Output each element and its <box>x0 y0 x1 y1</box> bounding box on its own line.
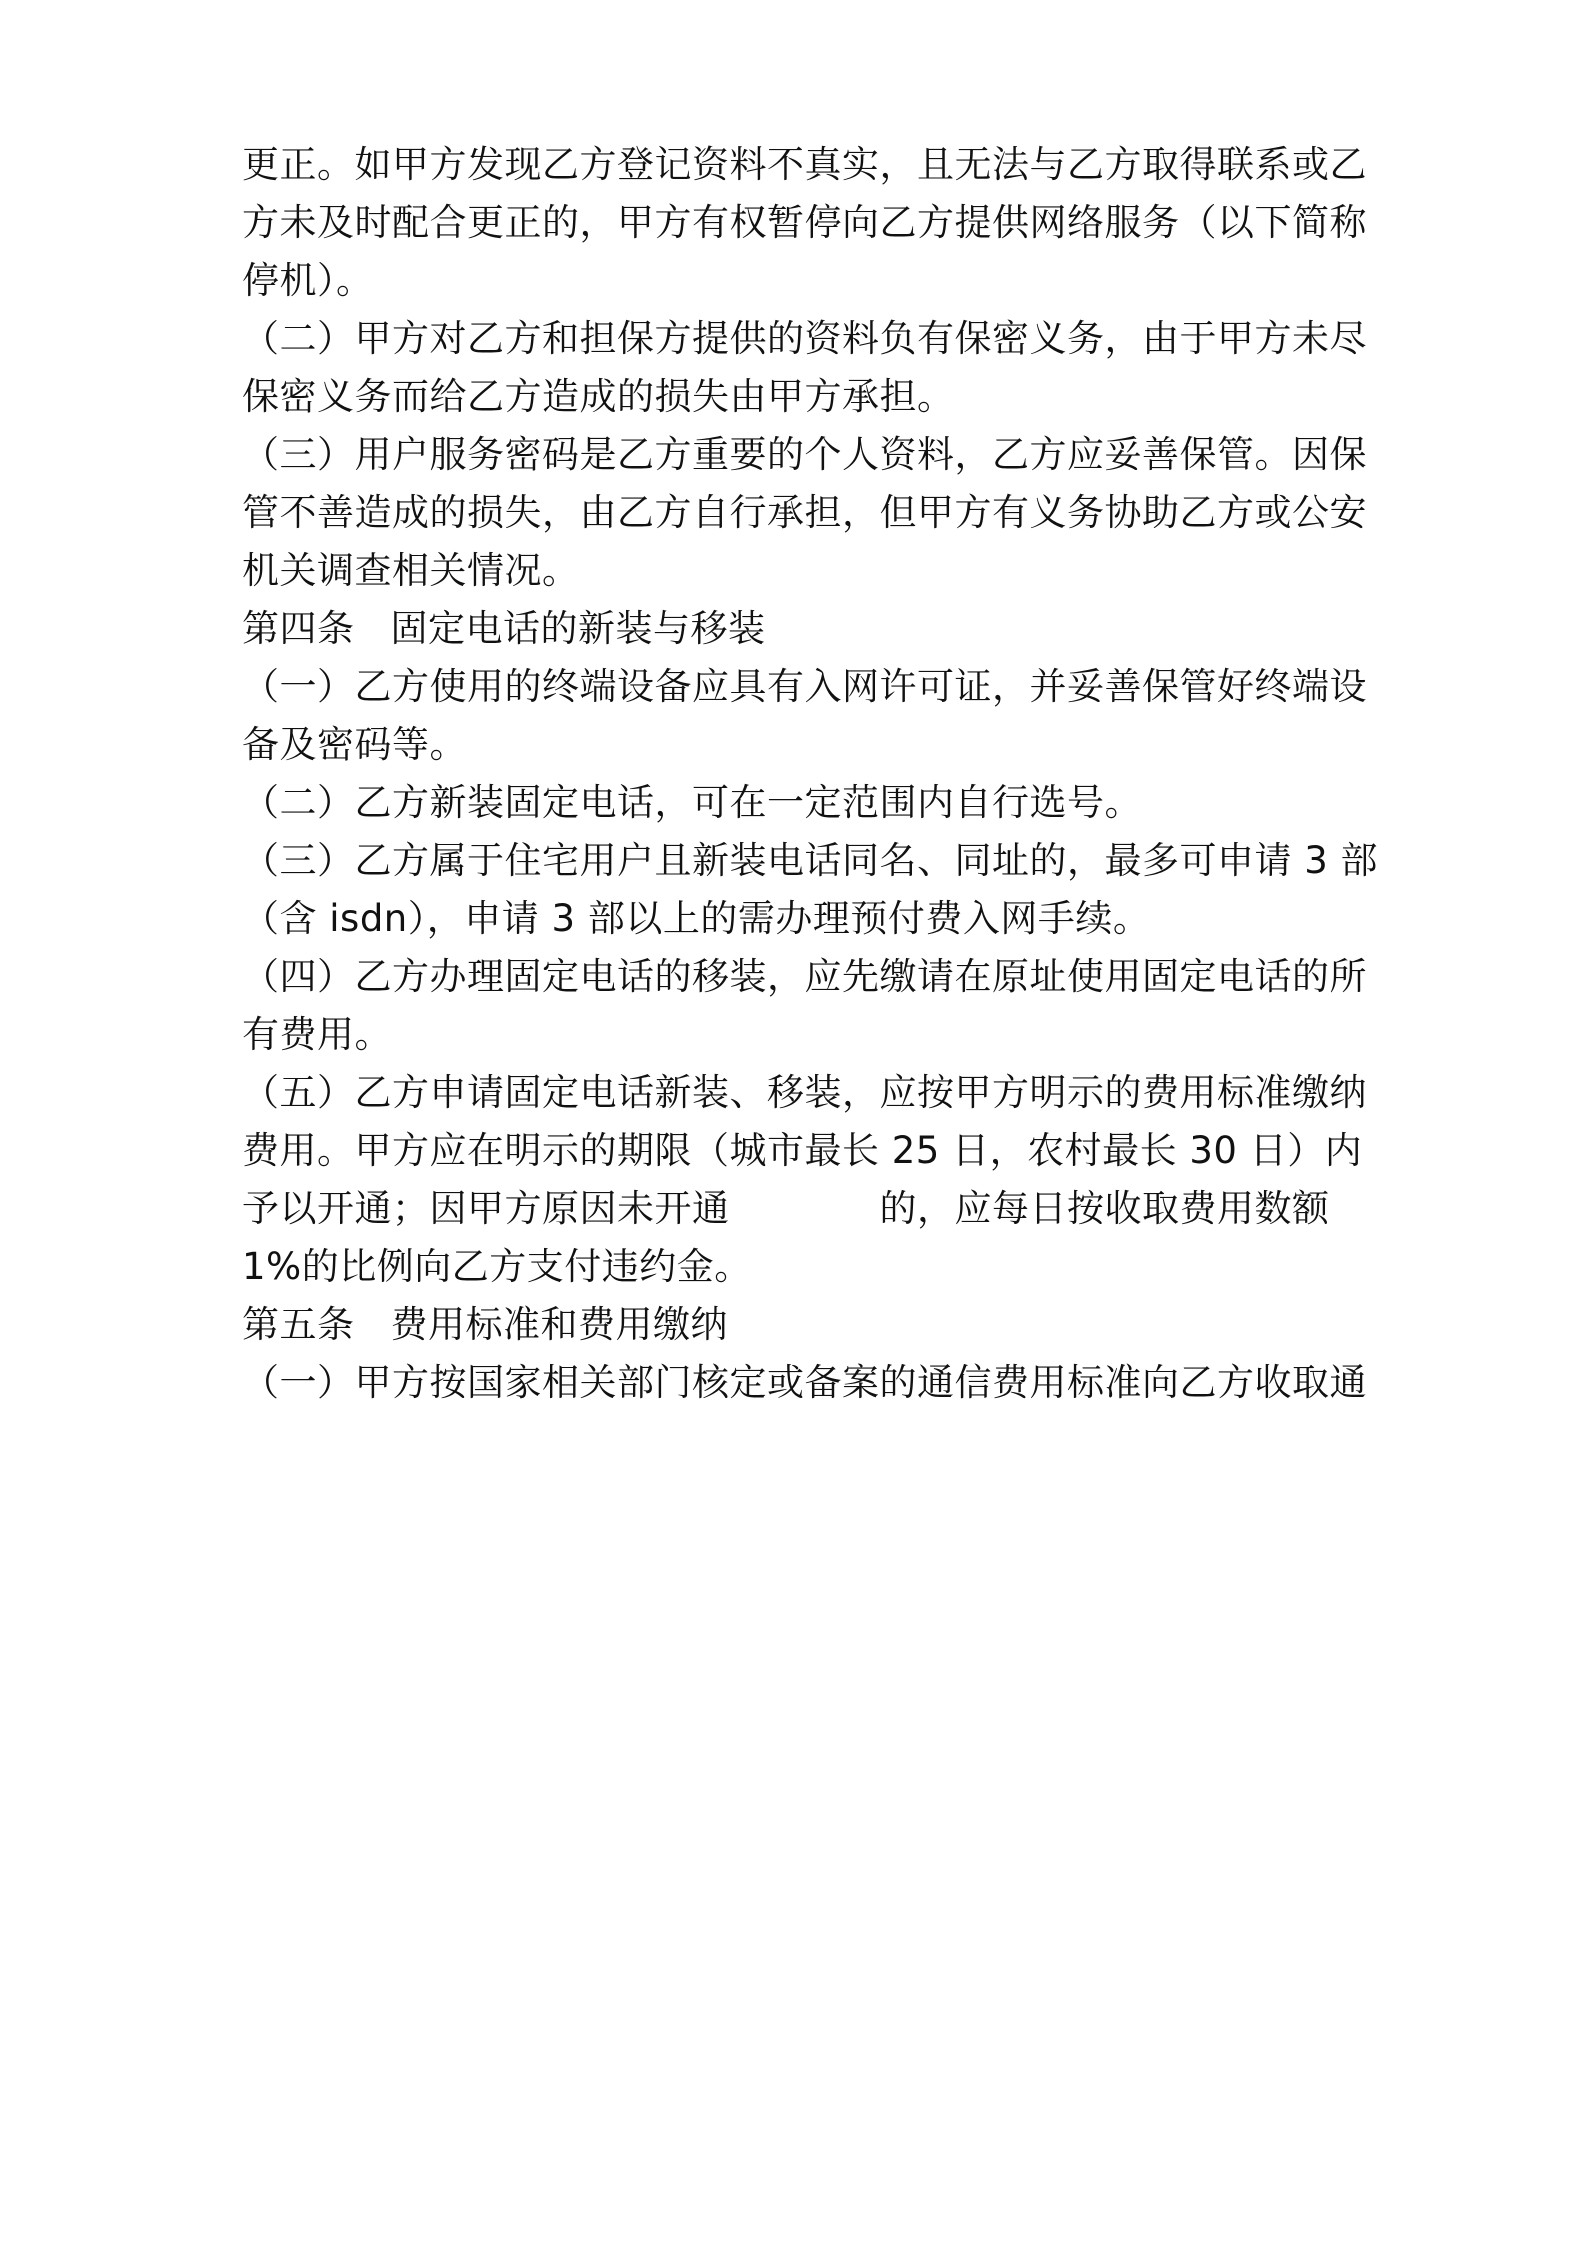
paragraph-line: 停机）。 <box>242 259 374 302</box>
article-number: 第四条 <box>242 607 355 650</box>
paragraph-line: 1%的比例向乙方支付违约金。 <box>242 1245 752 1288</box>
blank-line-after: 的，应每日按收取费用数额 <box>879 1187 1330 1230</box>
paragraph-line: （一）乙方使用的终端设备应具有入网许可证，并妥善保管好终端设 <box>242 665 1367 708</box>
article-title: 费用标准和费用缴纳 <box>390 1303 728 1346</box>
paragraph-line: （二）乙方新装固定电话，可在一定范围内自行选号。 <box>242 781 1142 824</box>
paragraph-line: 备及密码等。 <box>242 723 467 766</box>
article-title: 固定电话的新装与移装 <box>390 607 766 650</box>
paragraph-line: （一）甲方按国家相关部门核定或备案的通信费用标准向乙方收取通 <box>242 1361 1367 1404</box>
paragraph-line: 机关调查相关情况。 <box>242 549 580 592</box>
paragraph-line: 费用。甲方应在明示的期限（城市最长 25 日，农村最长 30 日）内 <box>242 1129 1363 1172</box>
article-heading-4 <box>242 606 766 652</box>
paragraph-line: 更正。如甲方发现乙方登记资料不真实，且无法与乙方取得联系或乙 <box>242 143 1367 186</box>
paragraph-line: （二）甲方对乙方和担保方提供的资料负有保密义务，由于甲方未尽 <box>242 317 1367 360</box>
paragraph-line: （三）用户服务密码是乙方重要的个人资料，乙方应妥善保管。因保 <box>242 433 1367 476</box>
paragraph-line: （四）乙方办理固定电话的移装，应先缴请在原址使用固定电话的所 <box>242 955 1367 998</box>
paragraph-line: 保密义务而给乙方造成的损失由甲方承担。 <box>242 375 955 418</box>
paragraph-line: 有费用。 <box>242 1013 392 1056</box>
article-number: 第五条 <box>242 1303 355 1346</box>
paragraph-line: （五）乙方申请固定电话新装、移装，应按甲方明示的费用标准缴纳 <box>242 1071 1367 1114</box>
article-heading-5 <box>242 1302 728 1348</box>
paragraph-line: 管不善造成的损失，由乙方自行承担，但甲方有义务协助乙方或公安 <box>242 491 1367 534</box>
paragraph-line: （含 isdn），申请 3 部以上的需办理预付费入网手续。 <box>242 897 1151 940</box>
blank-line-before: 予以开通；因甲方原因未开通 <box>242 1187 730 1230</box>
paragraph-line-with-blank <box>242 1186 1330 1232</box>
paragraph-line: 方未及时配合更正的，甲方有权暂停向乙方提供网络服务（以下简称 <box>242 201 1367 244</box>
paragraph-line: （三）乙方属于住宅用户且新装电话同名、同址的，最多可申请 3 部 <box>242 839 1379 882</box>
